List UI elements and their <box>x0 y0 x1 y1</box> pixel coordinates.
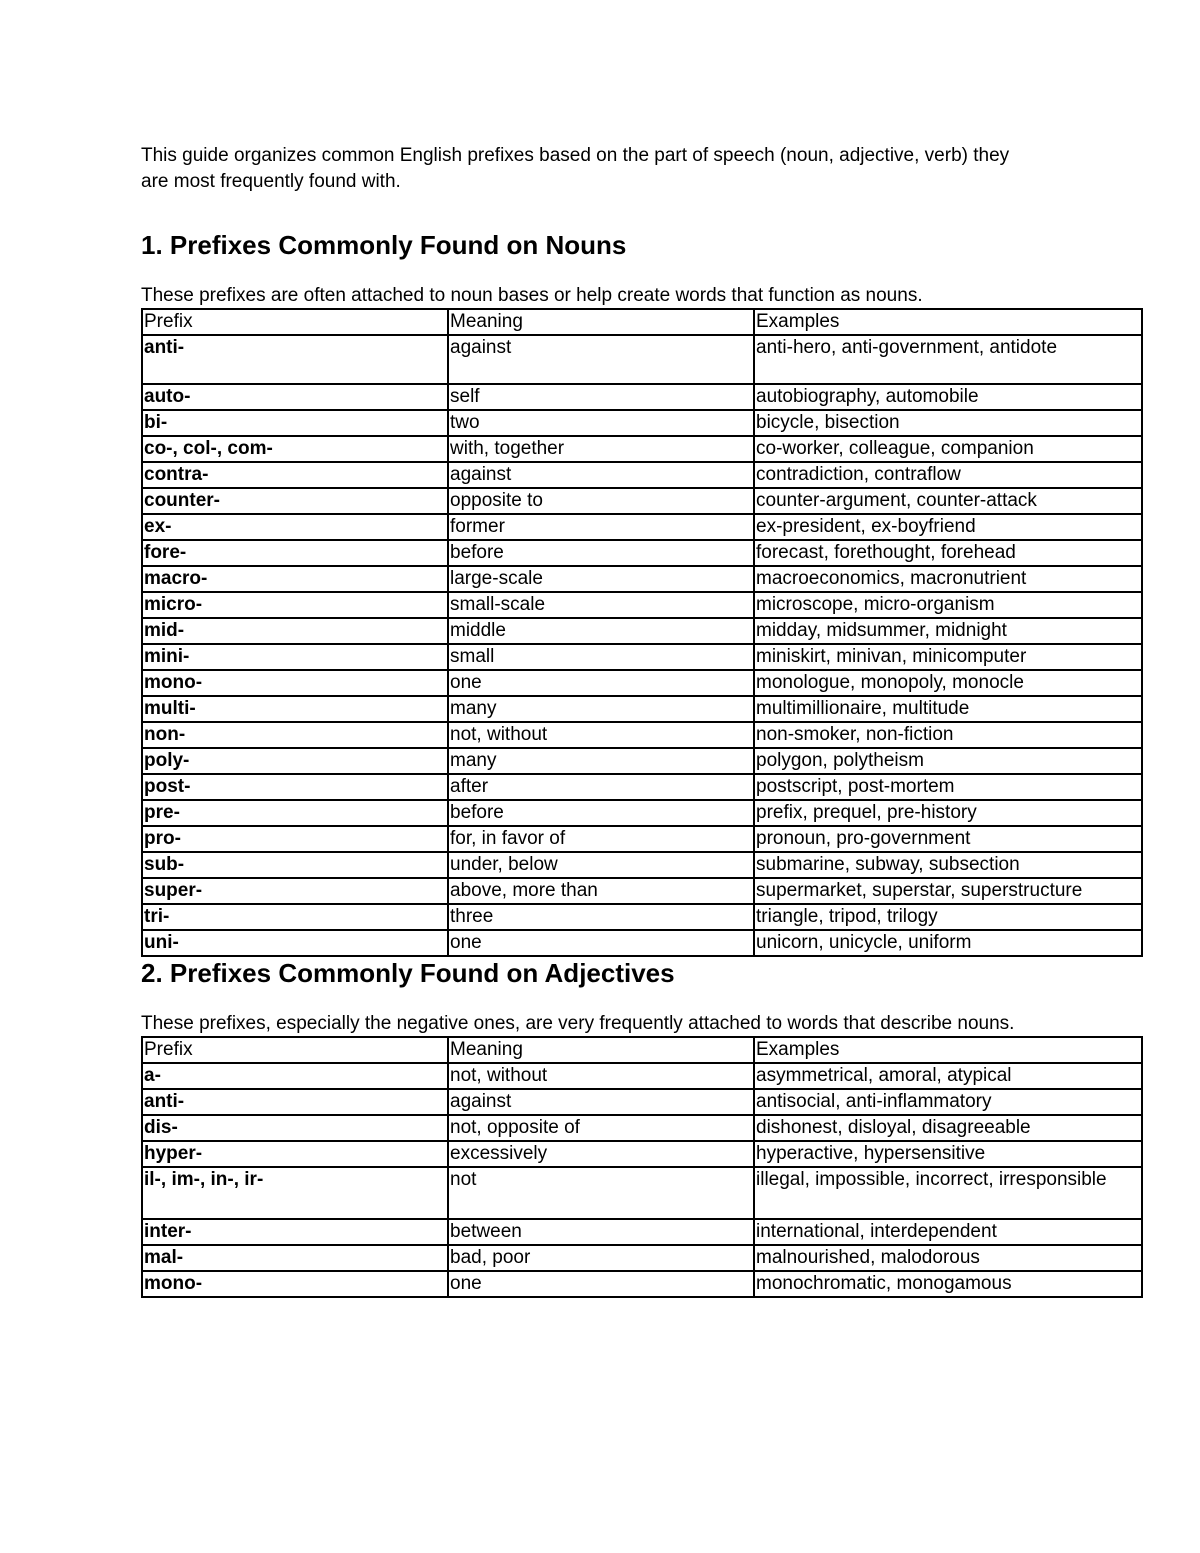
examples-cell: asymmetrical, amoral, atypical <box>754 1063 1142 1089</box>
meaning-cell: many <box>448 696 754 722</box>
prefix-cell: super- <box>142 878 448 904</box>
examples-cell: polygon, polytheism <box>754 748 1142 774</box>
table-row <box>142 1167 1142 1219</box>
meaning-cell: self <box>448 384 754 410</box>
column-header: Examples <box>754 309 1142 335</box>
meaning-cell: not <box>448 1167 754 1219</box>
prefix-cell: macro- <box>142 566 448 592</box>
prefix-cell: ex- <box>142 514 448 540</box>
meaning-cell: one <box>448 670 754 696</box>
table-header-row <box>142 1037 1142 1063</box>
table-row <box>142 410 1142 436</box>
meaning-cell: large-scale <box>448 566 754 592</box>
examples-cell: midday, midsummer, midnight <box>754 618 1142 644</box>
examples-cell: multimillionaire, multitude <box>754 696 1142 722</box>
prefix-cell: a- <box>142 1063 448 1089</box>
meaning-cell: after <box>448 774 754 800</box>
column-header: Meaning <box>448 309 754 335</box>
prefix-cell: il-, im-, in-, ir- <box>142 1167 448 1219</box>
meaning-cell: small <box>448 644 754 670</box>
meaning-cell: against <box>448 462 754 488</box>
examples-cell: macroeconomics, macronutrient <box>754 566 1142 592</box>
table-row <box>142 618 1142 644</box>
meaning-cell: two <box>448 410 754 436</box>
prefix-cell: mal- <box>142 1245 448 1271</box>
examples-cell: triangle, tripod, trilogy <box>754 904 1142 930</box>
intro-paragraph: This guide organizes common English prefixes based on the part of speech (noun, adjective, verb) they are most frequently found with. <box>141 145 1010 192</box>
table-row <box>142 1063 1142 1089</box>
prefix-cell: inter- <box>142 1219 448 1245</box>
meaning-cell: with, together <box>448 436 754 462</box>
meaning-cell: small-scale <box>448 592 754 618</box>
table-row <box>142 878 1142 904</box>
prefix-cell: micro- <box>142 592 448 618</box>
table-row <box>142 1245 1142 1271</box>
examples-cell: international, interdependent <box>754 1219 1142 1245</box>
table-row <box>142 748 1142 774</box>
prefix-cell: uni- <box>142 930 448 956</box>
examples-cell: microscope, micro-organism <box>754 592 1142 618</box>
examples-cell: anti-hero, anti-government, antidote <box>754 335 1142 384</box>
table-row <box>142 592 1142 618</box>
section2-heading: 2. Prefixes Commonly Found on Adjectives <box>141 958 675 988</box>
prefix-cell: bi- <box>142 410 448 436</box>
prefix-cell: co-, col-, com- <box>142 436 448 462</box>
prefix-cell: anti- <box>142 1089 448 1115</box>
table-row <box>142 722 1142 748</box>
examples-cell: submarine, subway, subsection <box>754 852 1142 878</box>
table-row <box>142 774 1142 800</box>
examples-cell: counter-argument, counter-attack <box>754 488 1142 514</box>
section1-description: These prefixes are often attached to noun bases or help create words that function as nouns. <box>141 285 923 306</box>
prefix-cell: contra- <box>142 462 448 488</box>
section2-description: These prefixes, especially the negative ones, are very frequently attached to words that describe nouns. <box>141 1013 1015 1034</box>
prefix-cell: non- <box>142 722 448 748</box>
column-header: Meaning <box>448 1037 754 1063</box>
examples-cell: postscript, post-mortem <box>754 774 1142 800</box>
examples-cell: supermarket, superstar, superstructure <box>754 878 1142 904</box>
table-row <box>142 800 1142 826</box>
meaning-cell: against <box>448 1089 754 1115</box>
prefix-cell: counter- <box>142 488 448 514</box>
table-header-row <box>142 309 1142 335</box>
table-row <box>142 462 1142 488</box>
examples-cell: forecast, forethought, forehead <box>754 540 1142 566</box>
meaning-cell: middle <box>448 618 754 644</box>
examples-cell: co-worker, colleague, companion <box>754 436 1142 462</box>
table-row <box>142 566 1142 592</box>
prefix-cell: hyper- <box>142 1141 448 1167</box>
prefix-cell: dis- <box>142 1115 448 1141</box>
examples-cell: monochromatic, monogamous <box>754 1271 1142 1297</box>
meaning-cell: not, without <box>448 1063 754 1089</box>
meaning-cell: bad, poor <box>448 1245 754 1271</box>
prefix-cell: auto- <box>142 384 448 410</box>
prefix-cell: fore- <box>142 540 448 566</box>
meaning-cell: not, opposite of <box>448 1115 754 1141</box>
table-row <box>142 1089 1142 1115</box>
prefix-cell: mini- <box>142 644 448 670</box>
table-row <box>142 436 1142 462</box>
prefix-cell: pre- <box>142 800 448 826</box>
meaning-cell: for, in favor of <box>448 826 754 852</box>
adjective-prefix-table <box>141 1036 1143 1298</box>
meaning-cell: against <box>448 335 754 384</box>
meaning-cell: former <box>448 514 754 540</box>
examples-cell: unicorn, unicycle, uniform <box>754 930 1142 956</box>
examples-cell: illegal, impossible, incorrect, irresponsible <box>754 1167 1142 1219</box>
examples-cell: miniskirt, minivan, minicomputer <box>754 644 1142 670</box>
section1-heading: 1. Prefixes Commonly Found on Nouns <box>141 230 627 260</box>
examples-cell: pronoun, pro-government <box>754 826 1142 852</box>
column-header: Prefix <box>142 309 448 335</box>
column-header: Prefix <box>142 1037 448 1063</box>
prefix-cell: post- <box>142 774 448 800</box>
prefix-cell: pro- <box>142 826 448 852</box>
table-row <box>142 1115 1142 1141</box>
table-row <box>142 1141 1142 1167</box>
meaning-cell: above, more than <box>448 878 754 904</box>
meaning-cell: opposite to <box>448 488 754 514</box>
prefix-cell: mid- <box>142 618 448 644</box>
examples-cell: monologue, monopoly, monocle <box>754 670 1142 696</box>
examples-cell: malnourished, malodorous <box>754 1245 1142 1271</box>
examples-cell: autobiography, automobile <box>754 384 1142 410</box>
table-row <box>142 335 1142 384</box>
table-row <box>142 384 1142 410</box>
prefix-cell: tri- <box>142 904 448 930</box>
examples-cell: prefix, prequel, pre-history <box>754 800 1142 826</box>
table-row <box>142 488 1142 514</box>
table-row <box>142 930 1142 956</box>
examples-cell: dishonest, disloyal, disagreeable <box>754 1115 1142 1141</box>
noun-prefix-table <box>141 308 1143 957</box>
meaning-cell: one <box>448 930 754 956</box>
column-header: Examples <box>754 1037 1142 1063</box>
document-page <box>141 143 1143 1298</box>
meaning-cell: not, without <box>448 722 754 748</box>
meaning-cell: under, below <box>448 852 754 878</box>
meaning-cell: many <box>448 748 754 774</box>
meaning-cell: one <box>448 1271 754 1297</box>
meaning-cell: before <box>448 540 754 566</box>
prefix-cell: sub- <box>142 852 448 878</box>
prefix-cell: multi- <box>142 696 448 722</box>
prefix-cell: mono- <box>142 1271 448 1297</box>
meaning-cell: between <box>448 1219 754 1245</box>
examples-cell: ex-president, ex-boyfriend <box>754 514 1142 540</box>
meaning-cell: three <box>448 904 754 930</box>
table-row <box>142 904 1142 930</box>
table-row <box>142 1271 1142 1297</box>
prefix-cell: mono- <box>142 670 448 696</box>
meaning-cell: before <box>448 800 754 826</box>
table-row <box>142 540 1142 566</box>
examples-cell: contradiction, contraflow <box>754 462 1142 488</box>
examples-cell: antisocial, anti-inflammatory <box>754 1089 1142 1115</box>
table-row <box>142 696 1142 722</box>
examples-cell: hyperactive, hypersensitive <box>754 1141 1142 1167</box>
prefix-cell: poly- <box>142 748 448 774</box>
table-row <box>142 852 1142 878</box>
meaning-cell: excessively <box>448 1141 754 1167</box>
table-row <box>142 670 1142 696</box>
table-row <box>142 644 1142 670</box>
table-row <box>142 826 1142 852</box>
prefix-cell: anti- <box>142 335 448 384</box>
table-row <box>142 514 1142 540</box>
examples-cell: non-smoker, non-fiction <box>754 722 1142 748</box>
table-row <box>142 1219 1142 1245</box>
examples-cell: bicycle, bisection <box>754 410 1142 436</box>
